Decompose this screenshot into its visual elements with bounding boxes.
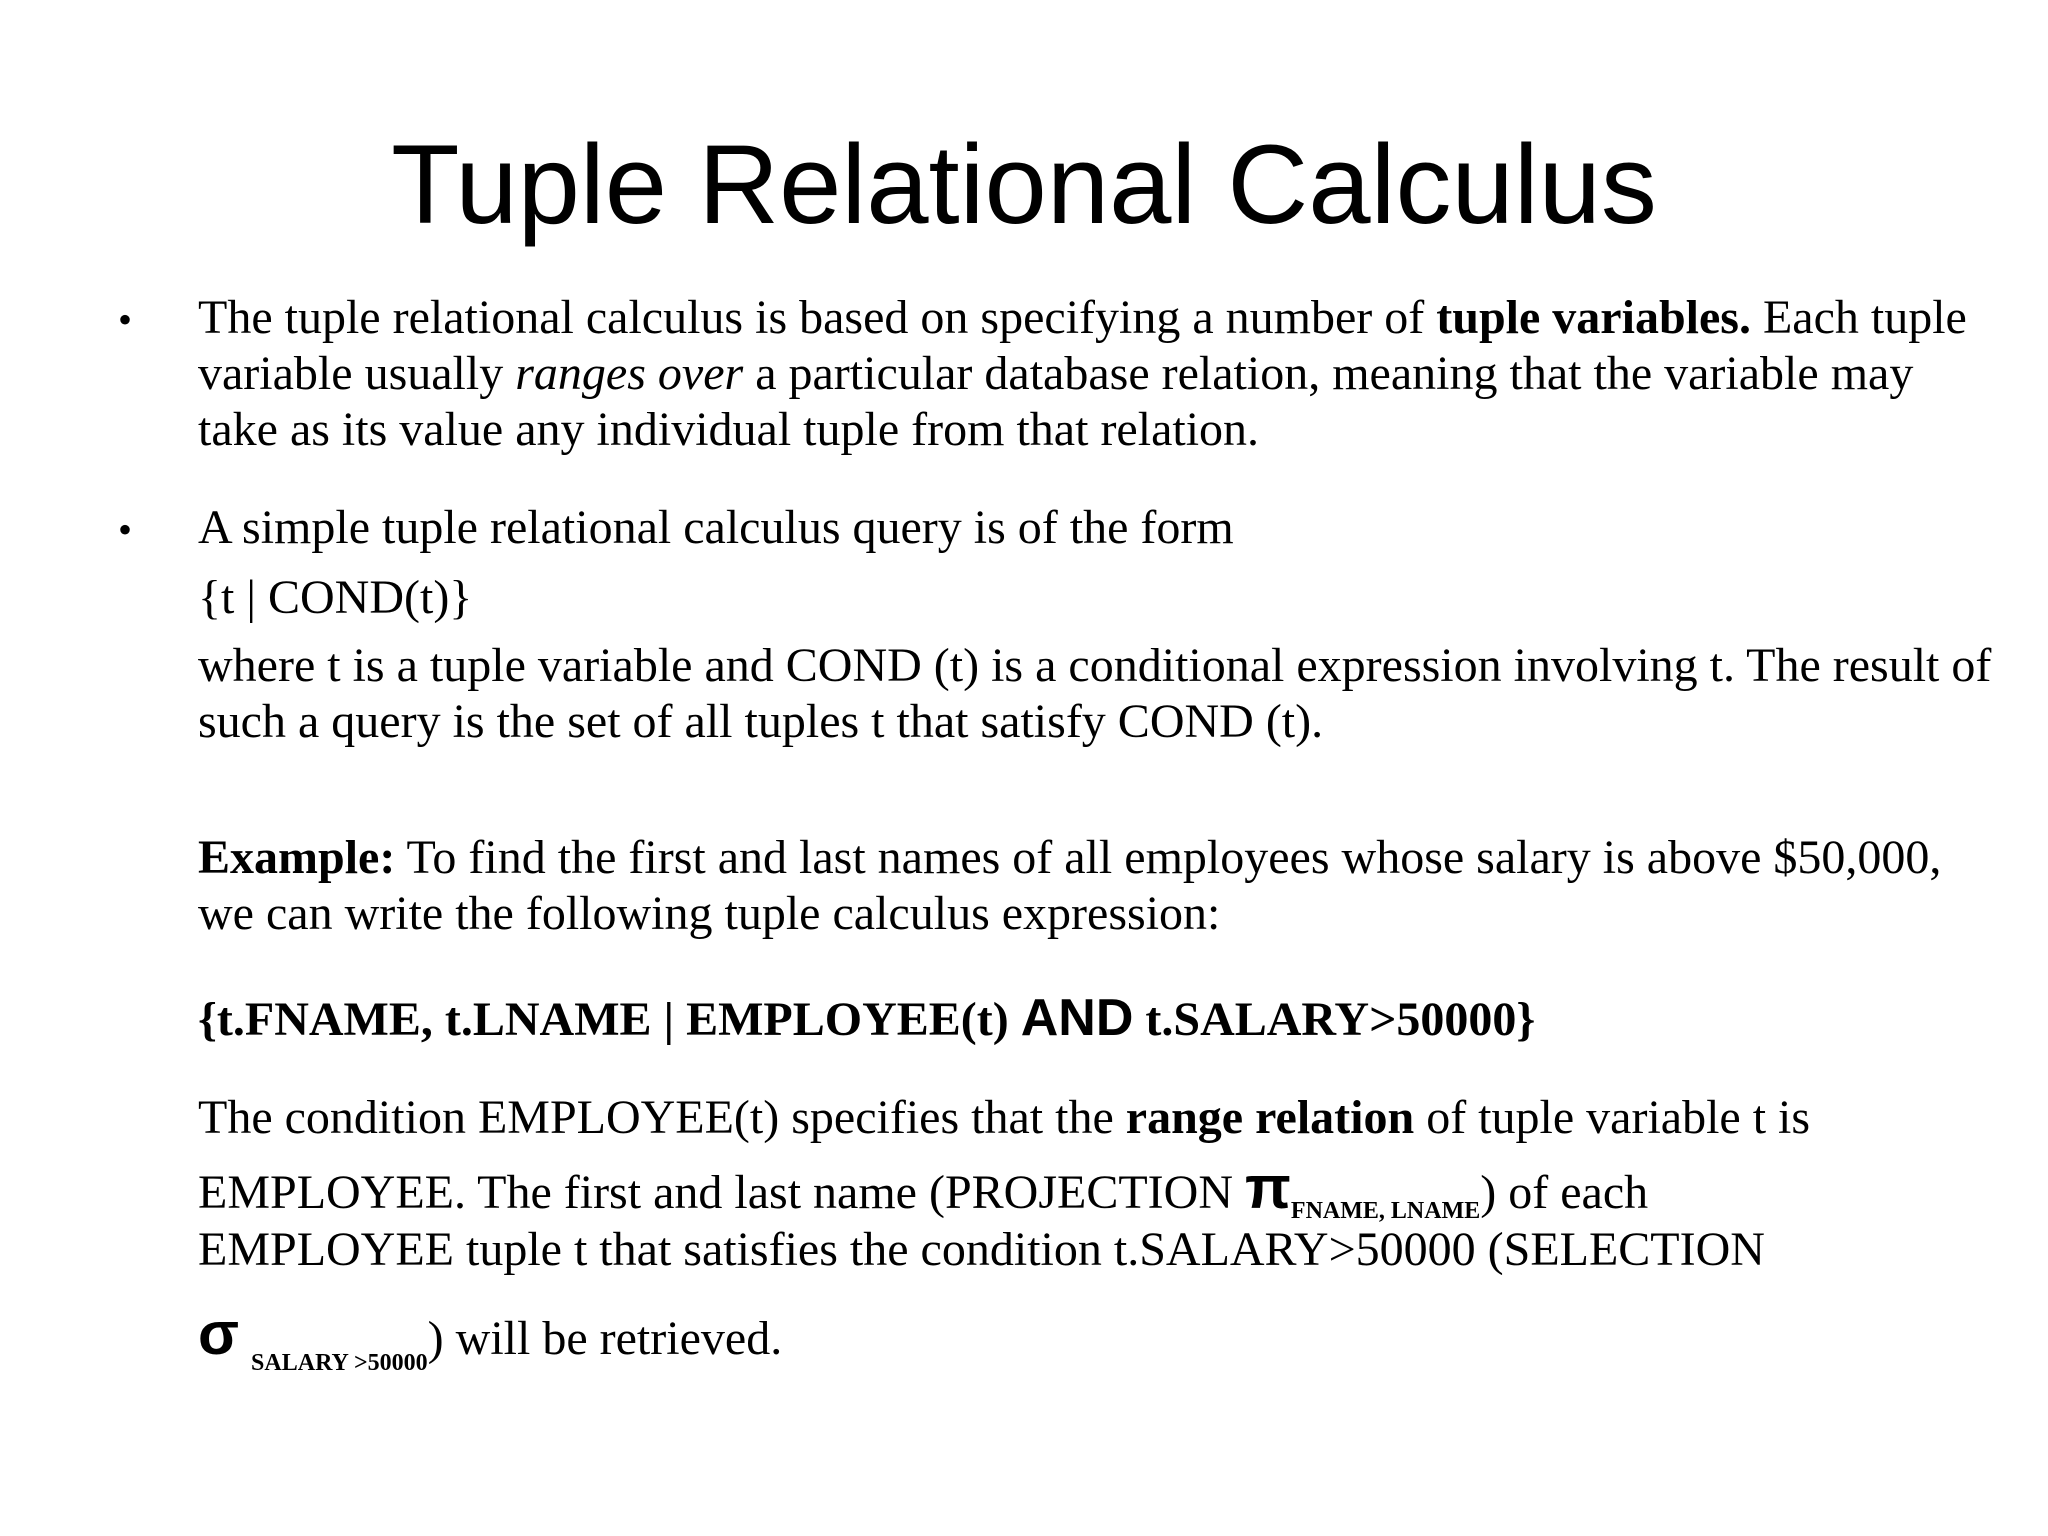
range-relation-term: range relation bbox=[1125, 1091, 1415, 1144]
bullet-marker-2: • bbox=[118, 507, 133, 552]
condition-line-4 bbox=[198, 1300, 1998, 1376]
formula-and: AND bbox=[1020, 989, 1134, 1047]
bullet-2-intro: A simple tuple relational calculus query is of the form bbox=[198, 501, 1234, 554]
condition-text-4: ) of each bbox=[1480, 1166, 1649, 1219]
bullet-1-text-middle: Each tuple variable usually bbox=[198, 291, 1967, 400]
condition-line-3: EMPLOYEE tuple t that satisfies the condition t.SALARY>50000 (SELECTION bbox=[198, 1223, 1765, 1276]
query-form: {t | COND(t)} bbox=[198, 571, 473, 624]
query-explanation: where t is a tuple variable and COND (t) is a conditional expression involving t. The result of such a query is the set of all tuples t that satisfy COND (t). bbox=[198, 639, 1992, 748]
slide-title: Tuple Relational Calculus bbox=[391, 122, 1657, 247]
ranges-over-term: ranges over bbox=[515, 347, 744, 400]
example-label: Example: bbox=[198, 831, 396, 884]
example-text: To find the first and last names of all employees whose salary is above $50,000, we can write the following tuple calculus expression: bbox=[198, 831, 1942, 940]
sigma-symbol: σ bbox=[198, 1300, 240, 1367]
condition-text-6: ) will be retrieved. bbox=[427, 1312, 783, 1365]
example-formula bbox=[198, 990, 1998, 1048]
condition-text-1: The condition EMPLOYEE(t) specifies that the bbox=[198, 1091, 1126, 1144]
bullet-1-text-end: a particular database relation, meaning that the variable may take as its value any individual tuple from that relation. bbox=[198, 347, 1914, 456]
bullet-marker-1: • bbox=[118, 297, 133, 342]
tuple-variables-term: tuple variables. bbox=[1436, 291, 1751, 344]
sigma-subscript: SALARY >50000 bbox=[251, 1350, 428, 1376]
formula-part-1: {t.FNAME, t.LNAME | EMPLOYEE(t) bbox=[198, 993, 1021, 1046]
bullet-1-text bbox=[198, 290, 1998, 458]
pi-subscript: FNAME, LNAME bbox=[1290, 1198, 1481, 1224]
formula-part-2: t.SALARY>50000} bbox=[1133, 993, 1536, 1046]
bullet-1-text-start: The tuple relational calculus is based on specifying a number of bbox=[198, 291, 1437, 344]
condition-line-2 bbox=[198, 1154, 1998, 1224]
example-paragraph bbox=[198, 830, 1998, 942]
condition-line-1 bbox=[198, 1090, 1998, 1146]
pi-symbol: π bbox=[1244, 1154, 1291, 1221]
condition-text-2: of tuple variable t is bbox=[1414, 1091, 1811, 1144]
condition-text-3: EMPLOYEE. The first and last name (PROJECTION bbox=[198, 1166, 1245, 1219]
